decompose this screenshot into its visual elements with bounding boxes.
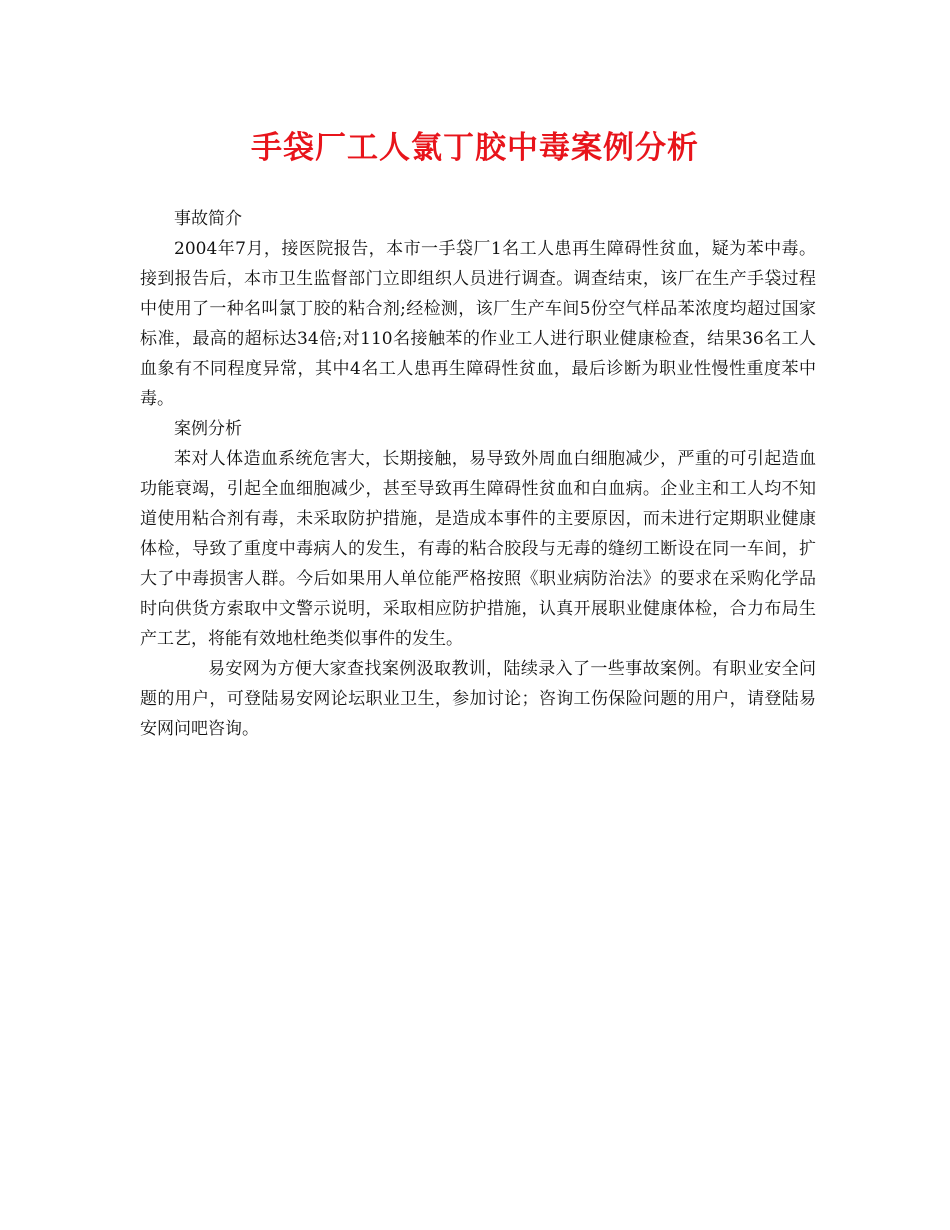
- document-body: [140, 204, 816, 744]
- analysis-heading: 案例分析: [174, 419, 242, 439]
- incident-paragraph: 2004年7月，接医院报告，本市一手袋厂1名工人患再生障碍性贫血，疑为苯中毒。接到报告后，本市卫生监督部门立即组织人员进行调查。调查结束，该厂在生产手袋过程中使用了一种名叫氯丁胶的粘合剂;经检测，该厂生产车间5份空气样品苯浓度均超过国家标准，最高的超标达34倍;对110名接触苯的作业工人进行职业健康检查，结果36名工人血象有不同程度异常，其中4名工人患再生障碍性贫血，最后诊断为职业性慢性重度苯中毒。: [140, 239, 816, 409]
- footer-note-paragraph: 易安网为方便大家查找案例汲取教训，陆续录入了一些事故案例。有职业安全问题的用户，可登陆易安网论坛职业卫生，参加讨论；咨询工伤保险问题的用户，请登陆易安网问吧咨询。: [140, 659, 816, 739]
- analysis-paragraph: 苯对人体造血系统危害大，长期接触，易导致外周血白细胞减少，严重的可引起造血功能衰竭，引起全血细胞减少，甚至导致再生障碍性贫血和白血病。企业主和工人均不知道使用粘合剂有毒，未采取防护措施，是造成本事件的主要原因，而未进行定期职业健康体检，导致了重度中毒病人的发生，有毒的粘合胶段与无毒的缝纫工断设在同一车间，扩大了中毒损害人群。今后如果用人单位能严格按照《职业病防治法》的要求在采购化学品时向供货方索取中文警示说明，采取相应防护措施，认真开展职业健康体检，合力布局生产工艺，将能有效地杜绝类似事件的发生。: [140, 449, 816, 649]
- incident-heading: 事故简介: [174, 209, 242, 229]
- document-title: 手袋厂工人氯丁胶中毒案例分析: [251, 130, 699, 166]
